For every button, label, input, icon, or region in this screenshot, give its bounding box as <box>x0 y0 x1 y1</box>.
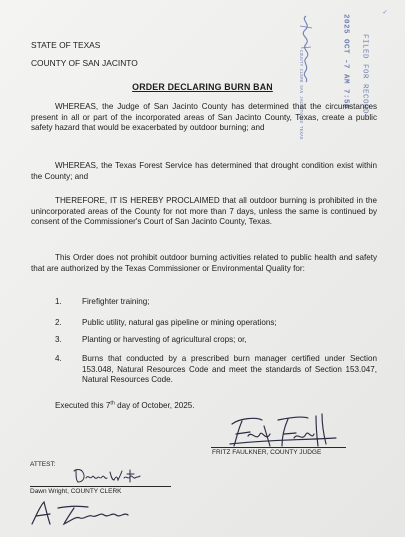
county-heading: COUNTY OF SAN JACINTO <box>31 58 138 68</box>
stamp-clerk-title: COUNTY CLERK SAN JACINTO CO TEXAS <box>298 50 303 140</box>
exceptions-paragraph-text: This Order does not prohibit outdoor burning activities related to public health and safety that are authorized by the Texas Commissioner or Environmental Quality for: <box>31 253 377 273</box>
therefore-paragraph-text: THEREFORE, IT IS HEREBY PROCLAIMED that all outdoor burning is prohibited in the unincorporated areas of the County for not more than 7 days, unless the same is continued by consent of the Commissioner's Court of San Jacinto County, Texas. <box>31 196 377 227</box>
stamp-date-text: 2025 OCT -7 AM 7:58 <box>341 14 350 110</box>
list-item-number: 2. <box>55 318 62 327</box>
attest-label: ATTEST: <box>30 461 56 468</box>
whereas-paragraph-1-text: WHEREAS, the Judge of San Jacinto County has determined that the circumstances present in all or part of the incorporated areas of San Jacinto County, Texas, create a public safety hazard that would be exacerbated by outdoor burning; and <box>31 102 377 133</box>
whereas-paragraph-2 <box>31 161 377 182</box>
clerk-caption: Dawn Wright, COUNTY CLERK <box>30 488 122 495</box>
judge-signature <box>222 412 338 452</box>
bottom-signature <box>28 498 138 528</box>
order-title: ORDER DECLARING BURN BAN <box>132 82 273 92</box>
therefore-paragraph <box>31 196 377 228</box>
list-item-number: 4. <box>55 354 62 363</box>
list-item-text: Public utility, natural gas pipeline or mining operations; <box>82 318 277 327</box>
executed-suffix: day of October, 2025. <box>114 401 195 410</box>
executed-line <box>55 401 195 412</box>
executed-prefix: Executed this 7 <box>55 401 111 410</box>
judge-signature-line <box>211 447 346 448</box>
list-item-text <box>82 354 377 386</box>
list-item-number: 1. <box>55 297 62 306</box>
list-item-text: Firefighter training; <box>82 297 150 306</box>
list-item-number: 3. <box>55 335 62 344</box>
whereas-paragraph-2-text: WHEREAS, the Texas Forest Service has determined that drought condition exist within the County; and <box>31 161 377 181</box>
state-heading: STATE OF TEXAS <box>31 40 101 50</box>
exceptions-paragraph <box>31 253 377 274</box>
clerk-signature <box>72 466 142 486</box>
stamp-mark: ✓ <box>380 8 388 17</box>
whereas-paragraph-1 <box>31 102 377 134</box>
judge-caption: FRITZ FAULKNER, COUNTY JUDGE <box>212 449 322 456</box>
executed-ordinal: th <box>110 400 115 407</box>
clerk-signature-line <box>30 486 171 487</box>
list-item-text: Planting or harvesting of agricultural crops; or, <box>82 335 247 344</box>
list-item-text-content: Burns that conducted by a prescribed burn manager certified under Section 153.048, Natural Resources Code and meet the standards of Section 153.047, Natural Resources Code. <box>82 354 377 385</box>
stamp-filed-label: FILED FOR RECORD <box>360 34 369 115</box>
